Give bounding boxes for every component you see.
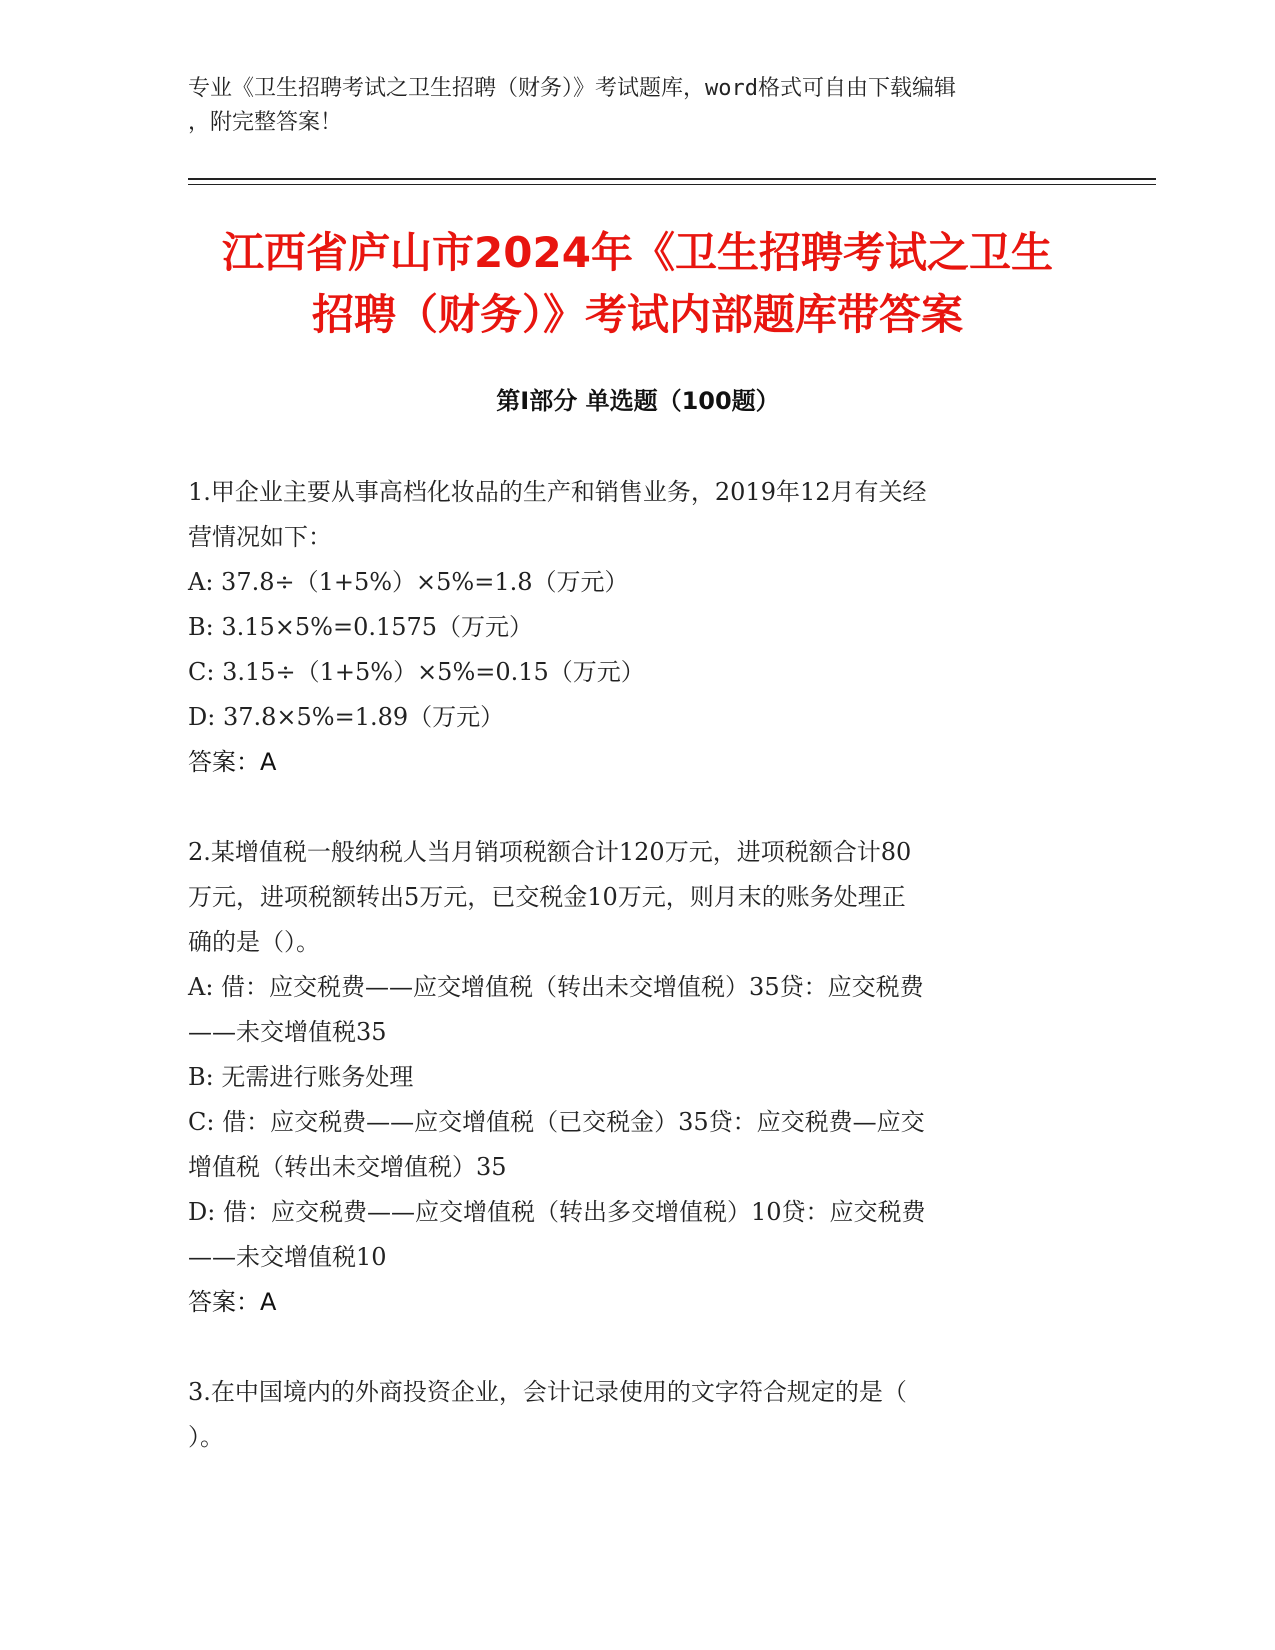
spacer: [188, 1325, 1088, 1370]
question-stem: 确的是（）。: [188, 928, 320, 956]
section-heading: 第I部分 单选题（100题）: [496, 387, 780, 415]
question-stem: 2.某增值税一般纳税人当月销项税额合计120万元，进项税额合计80: [188, 838, 912, 866]
option-a-continued: ——未交增值税35: [188, 1018, 387, 1046]
header-note-line: ，附完整答案！: [188, 110, 343, 135]
option-b: B: 3.15×5%=0.1575（万元）: [188, 613, 534, 641]
answer-label: 答案：A: [188, 748, 277, 776]
question-1: [188, 470, 1088, 785]
question-stem: 3.在中国境内的外商投资企业，会计记录使用的文字符合规定的是（: [188, 1378, 907, 1406]
option-a: A: 37.8÷（1+5%）×5%=1.8（万元）: [188, 568, 629, 596]
header-divider-thick: [188, 178, 1156, 180]
question-3: [188, 1370, 1088, 1460]
header-note: [188, 72, 1088, 140]
question-stem: ）。: [188, 1423, 224, 1451]
spacer: [188, 785, 1088, 830]
question-stem: 万元，进项税额转出5万元，已交税金10万元，则月末的账务处理正: [188, 883, 906, 911]
title-line: 江西省庐山市2024年《卫生招聘考试之卫生: [222, 228, 1053, 277]
question-list: [188, 470, 1088, 1460]
question-2: [188, 830, 1088, 1325]
title-line: 招聘（财务）》考试内部题库带答案: [311, 290, 963, 339]
question-stem: 1.甲企业主要从事高档化妆品的生产和销售业务，2019年12月有关经: [188, 478, 927, 506]
question-stem: 营情况如下：: [188, 523, 332, 551]
answer-label: 答案：A: [188, 1288, 277, 1316]
option-c-continued: 增值税（转出未交增值税）35: [188, 1153, 507, 1181]
option-b: B: 无需进行账务处理: [188, 1063, 414, 1091]
option-a: A: 借：应交税费——应交增值税（转出未交增值税）35贷：应交税费: [188, 973, 924, 1001]
option-d: D: 37.8×5%=1.89（万元）: [188, 703, 505, 731]
option-c: C: 借：应交税费——应交增值税（已交税金）35贷：应交税费—应交: [188, 1108, 925, 1136]
option-d-continued: ——未交增值税10: [188, 1243, 387, 1271]
option-c: C: 3.15÷（1+5%）×5%=0.15（万元）: [188, 658, 645, 686]
option-d: D: 借：应交税费——应交增值税（转出多交增值税）10贷：应交税费: [188, 1198, 926, 1226]
document-title: [180, 222, 1095, 346]
header-note-line: 专业《卫生招聘考试之卫生招聘（财务）》考试题库，word格式可自由下载编辑: [188, 76, 956, 101]
header-divider-thin: [188, 184, 1156, 185]
